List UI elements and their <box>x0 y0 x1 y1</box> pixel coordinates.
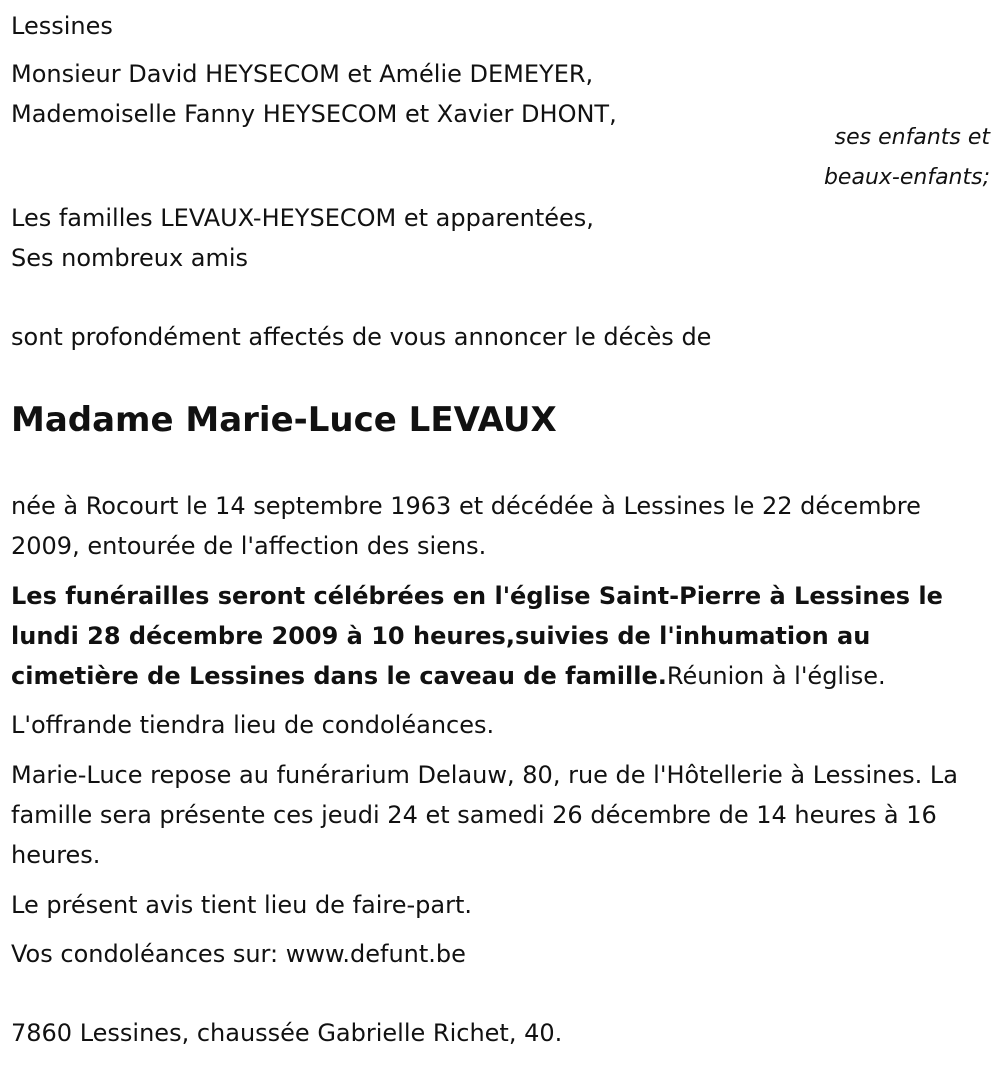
funeral-details-bold: Les funérailles seront célébrées en l'église Saint-Pierre à Lessines le lundi 28 décembre 2009 à 10 heures,suivies de l'inhumation au cimetière de Lessines dans le caveau de famille. <box>11 582 943 690</box>
relation-line-1: ses enfants et <box>834 125 990 150</box>
family-line-1: Monsieur David HEYSECOM et Amélie DEMEYER, <box>11 60 594 88</box>
family-line-2: Mademoiselle Fanny HEYSECOM et Xavier DHONT, <box>11 100 617 128</box>
announcement-text: sont profondément affectés de vous annoncer le décès de <box>11 323 712 351</box>
funeral-home-text: Marie-Luce repose au funérarium Delauw, 80, rue de l'Hôtellerie à Lessines. La famille sera présente ces jeudi 24 et samedi 26 décembre de 14 heures à 16 heures. <box>11 761 958 869</box>
location-header: Lessines <box>11 12 113 40</box>
condolences-text: Vos condoléances sur: www.defunt.be <box>11 940 466 968</box>
notice-text: Le présent avis tient lieu de faire-part. <box>11 891 473 919</box>
family-line-3: Les familles LEVAUX-HEYSECOM et apparentées, <box>11 204 594 232</box>
deceased-name: Madame Marie-Luce LEVAUX <box>11 400 557 440</box>
relation-line-2: beaux-enfants; <box>823 165 990 190</box>
birth-death-text: née à Rocourt le 14 septembre 1963 et décédée à Lessines le 22 décembre 2009, entourée de l'affection des siens. <box>11 492 921 560</box>
funeral-paragraph <box>11 576 991 696</box>
address-text: 7860 Lessines, chaussée Gabrielle Richet, 40. <box>11 1019 563 1047</box>
family-line-4: Ses nombreux amis <box>11 244 249 272</box>
funeral-meeting-note: Réunion à l'église. <box>666 662 886 690</box>
offering-text: L'offrande tiendra lieu de condoléances. <box>11 711 495 739</box>
